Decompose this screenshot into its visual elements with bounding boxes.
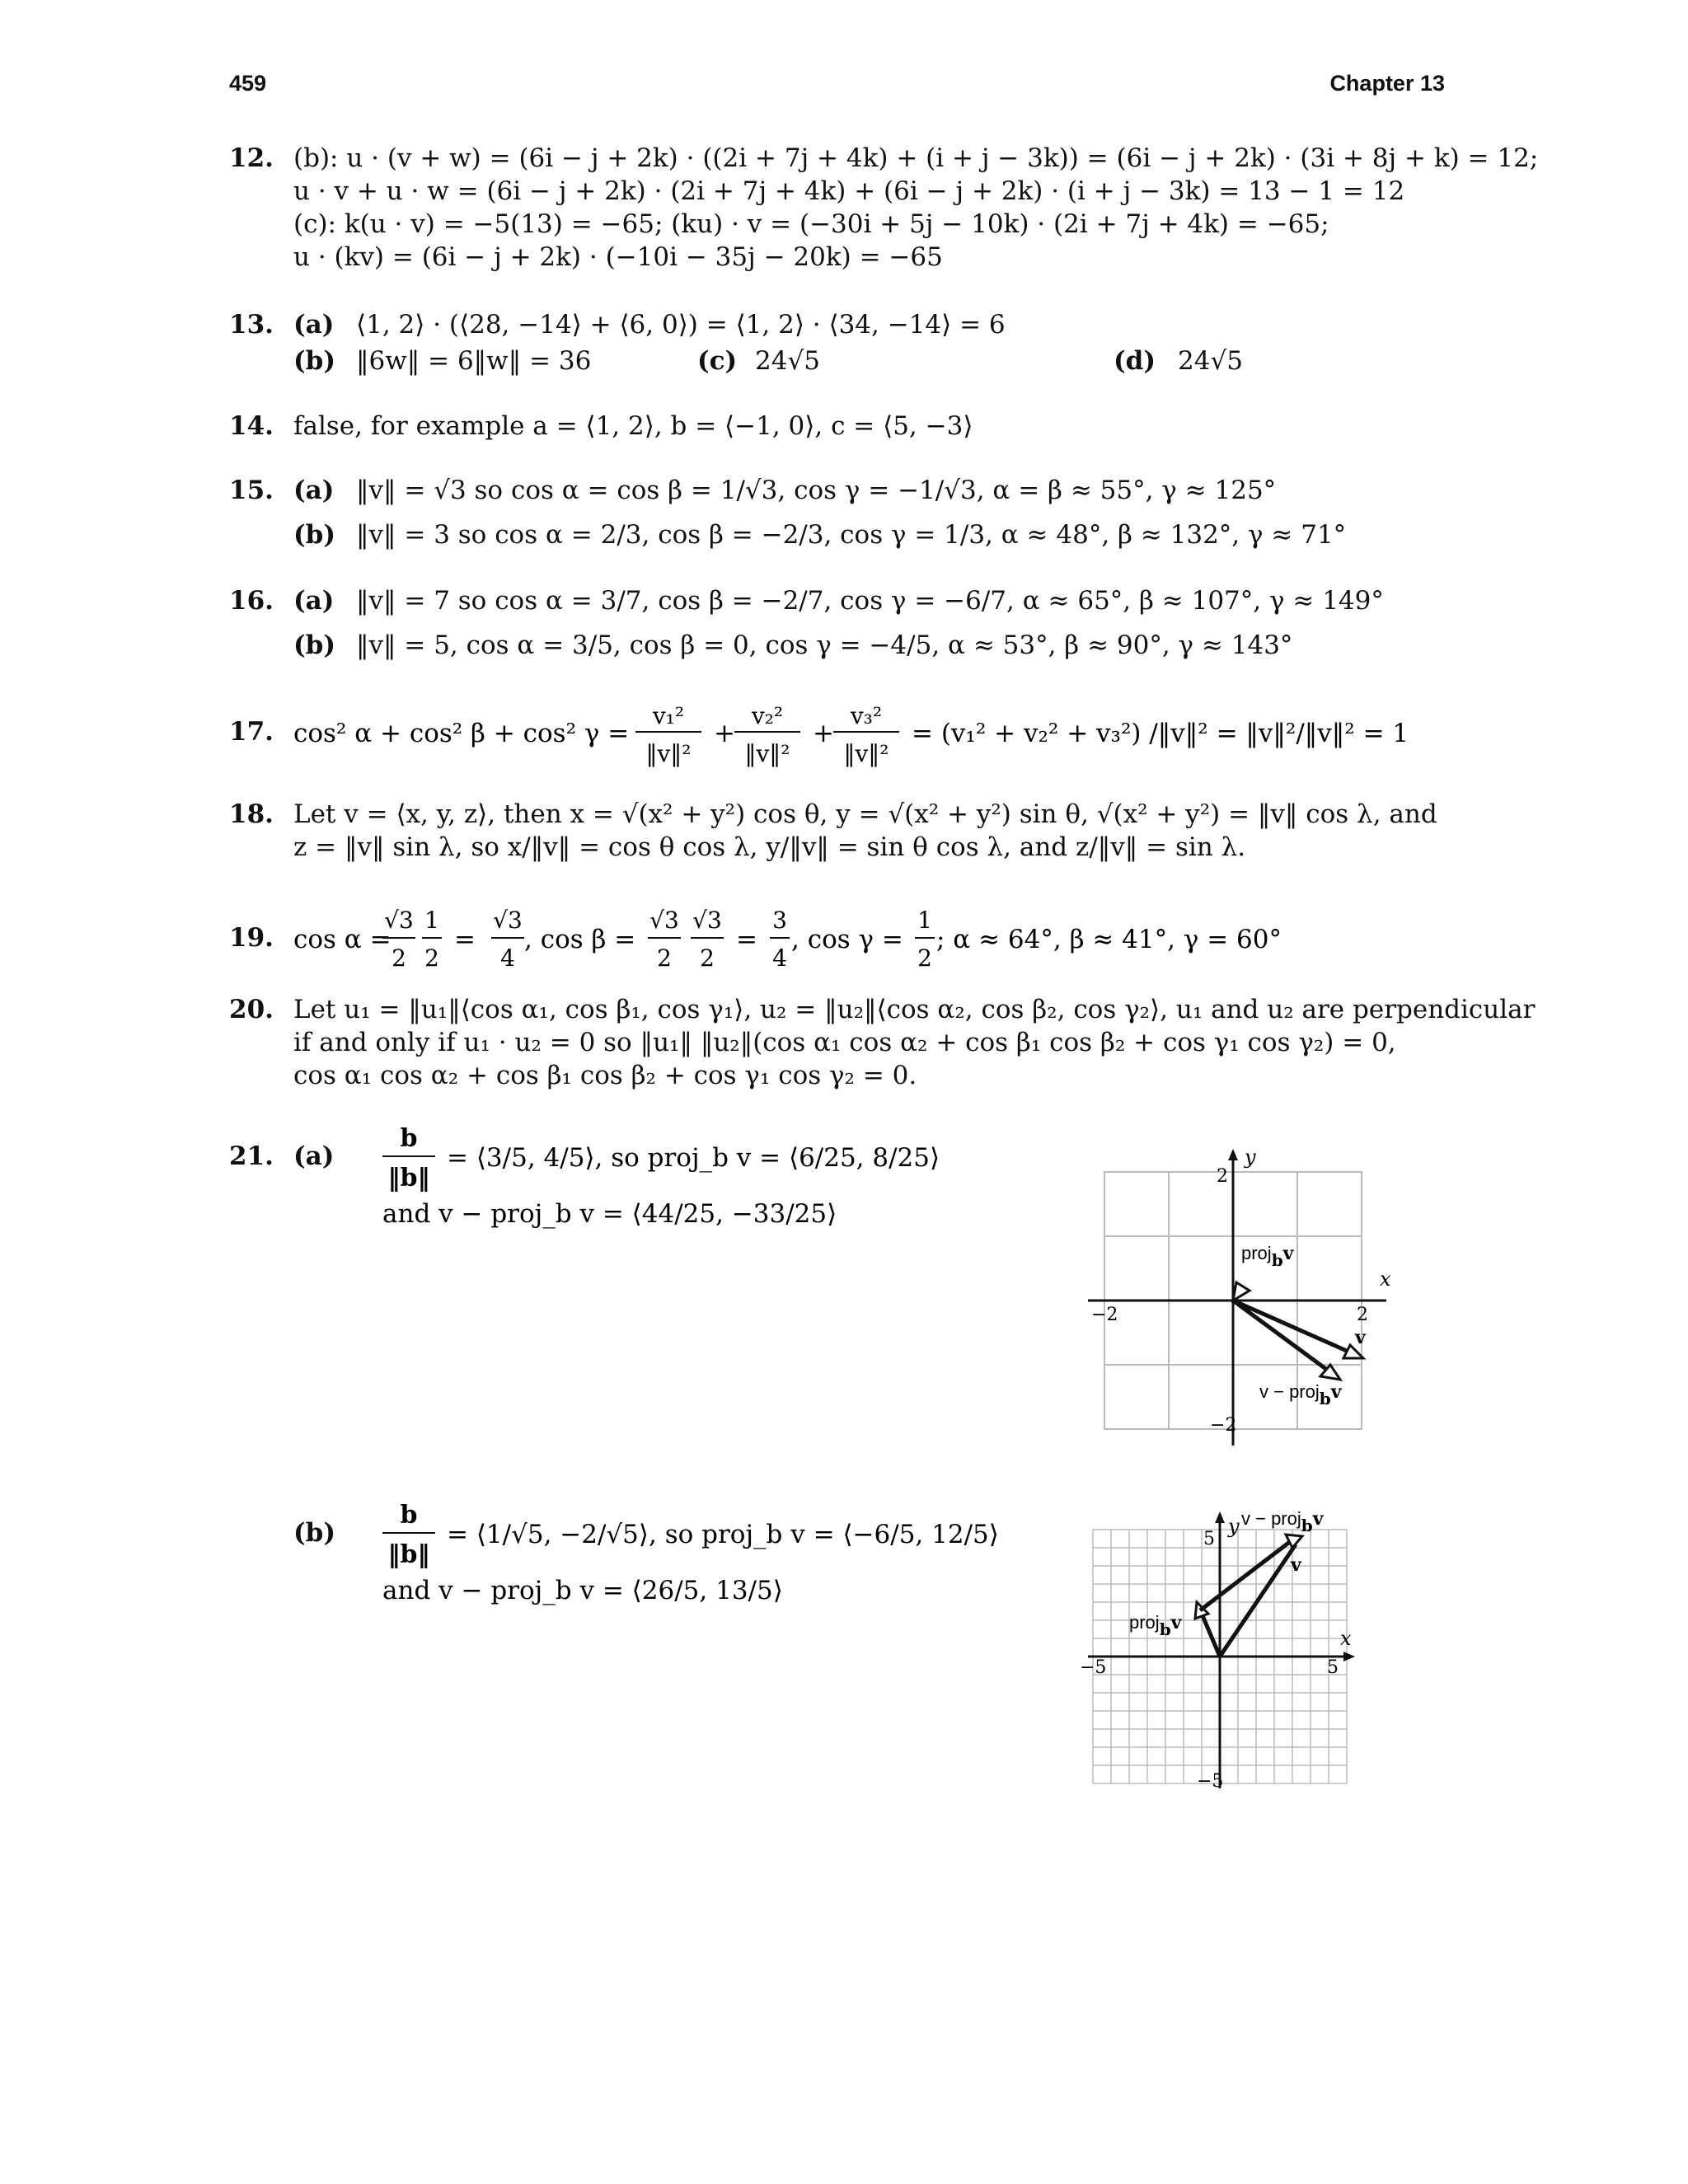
part-label: (a) — [293, 476, 335, 505]
part-label: (b) — [293, 630, 336, 660]
problem-number: 20. — [229, 995, 274, 1024]
y-axis-label: y — [1245, 1146, 1256, 1169]
formula-text: and v − proj_b v = ⟨44/25, −33/25⟩ — [382, 1199, 837, 1229]
tick-label: −2 — [1210, 1415, 1237, 1436]
formula-text: = — [736, 925, 757, 954]
formula-17 — [293, 692, 1530, 783]
part-label: (c) — [697, 346, 738, 376]
problem-12 — [229, 142, 1539, 274]
tick-label: 2 — [1357, 1305, 1368, 1325]
vector-proj — [1233, 1282, 1250, 1301]
vector-plot-a — [1080, 1146, 1426, 1459]
problem-line: if and only if u₁ · u₂ = 0 so ‖u₁‖ ‖u₂‖(cos α₁ cos α₂ + cos β₁ cos β₂ + cos γ₁ cos γ₂) = 0, — [293, 1028, 1396, 1057]
problem-number: 16. — [229, 586, 274, 616]
formula-text: = — [454, 925, 476, 954]
formula-text: ; α ≈ 64°, β ≈ 41°, γ = 60° — [936, 925, 1282, 954]
problem-line: u · v + u · w = (6i − j + 2k) · (2i + 7j + 4k) + (6i − j + 2k) · (i + j − 3k) = 13 − 1 = 12 — [293, 176, 1405, 206]
problem-15 — [229, 474, 1449, 551]
problem-14 — [229, 410, 1449, 443]
tick-label: −5 — [1197, 1771, 1224, 1788]
tick-label: 5 — [1203, 1529, 1215, 1549]
part-label: (a) — [293, 310, 335, 340]
problem-number: 12. — [229, 143, 274, 173]
formula-text: = ⟨3/5, 4/5⟩, so proj_b v = ⟨6/25, 8/25⟩ — [447, 1143, 940, 1173]
parts-bcd — [293, 344, 1449, 377]
part-text: ⟨1, 2⟩ · (⟨28, −14⟩ + ⟨6, 0⟩) = ⟨1, 2⟩ · ⟨34, −14⟩ = 6 — [356, 310, 1006, 340]
vector-plot-b — [1080, 1508, 1426, 1788]
formula-text: and v − proj_b v = ⟨26/5, 13/5⟩ — [382, 1576, 783, 1605]
frac-num: 3 — [772, 907, 787, 934]
problem-number: 19. — [229, 923, 274, 953]
problem-number: 17. — [229, 717, 274, 747]
tick-label: −2 — [1091, 1305, 1118, 1325]
problem-number: 15. — [229, 476, 274, 505]
label-v: v — [1291, 1554, 1301, 1576]
part-text: ‖v‖ = 7 so cos α = 3/7, cos β = −2/7, cos γ = −6/7, α ≈ 65°, β ≈ 107°, γ ≈ 149° — [356, 586, 1384, 616]
label-diff: v − projbv — [1241, 1508, 1324, 1535]
part-a — [293, 474, 1449, 507]
formula-19 — [293, 898, 1530, 989]
part-text: ‖v‖ = 5, cos α = 3/5, cos β = 0, cos γ = −4/5, α ≈ 53°, β ≈ 90°, γ ≈ 143° — [356, 630, 1293, 660]
problem-number: 18. — [229, 799, 274, 829]
frac-den: 4 — [772, 944, 787, 972]
formula-text: , cos γ = — [791, 925, 903, 954]
part-label: (d) — [1114, 346, 1156, 376]
formula-rhs: = (v₁² + v₂² + v₃²) /‖v‖² = ‖v‖²/‖v‖² = 1 — [912, 719, 1409, 748]
frac-den: 2 — [657, 944, 672, 972]
frac-den: 2 — [392, 944, 406, 972]
frac-den: ‖v‖² — [744, 740, 790, 767]
problem-13 — [229, 308, 1449, 377]
frac-num: √3 — [493, 907, 523, 934]
frac-num: 1 — [917, 907, 932, 934]
problem-line: Let u₁ = ‖u₁‖⟨cos α₁, cos β₁, cos γ₁⟩, u₂ = ‖u₂‖⟨cos α₂, cos β₂, cos γ₂⟩, u₁ and u₂ are perpendicular — [293, 995, 1536, 1024]
part-text: 24√5 — [1178, 346, 1243, 376]
formula-text: , cos β = — [524, 925, 636, 954]
vector-diff — [1200, 1541, 1291, 1610]
formula-text: = ⟨1/√5, −2/√5⟩, so proj_b v = ⟨−6/5, 12/5⟩ — [447, 1520, 999, 1549]
part-label: (a) — [293, 1141, 335, 1171]
label-proj: projbv — [1129, 1612, 1182, 1639]
tick-label: −5 — [1080, 1657, 1107, 1678]
problem-number: 14. — [229, 411, 274, 441]
problem-number: 13. — [229, 310, 274, 340]
problem-line: (b): u · (v + w) = (6i − j + 2k) · ((2i + 7j + 4k) + (i + j − 3k)) = (6i − j + 2k) · (3i + 8j + k) = 12; — [293, 143, 1539, 173]
problem-20 — [229, 993, 1536, 1092]
svg-text:+: + — [714, 719, 735, 748]
frac-den: ‖b‖ — [387, 1164, 430, 1193]
part-label: (b) — [293, 520, 336, 550]
frac-den: 2 — [424, 944, 439, 972]
formula-text: cos α = — [293, 925, 392, 954]
frac-num: √3 — [692, 907, 722, 934]
label-proj: projbv — [1241, 1243, 1294, 1270]
svg-text:+: + — [813, 719, 834, 748]
problem-line: u · (kv) = (6i − j + 2k) · (−10i − 35j − 20k) = −65 — [293, 242, 943, 272]
formula-lhs: cos² α + cos² β + cos² γ = — [293, 719, 630, 748]
frac-num: b — [400, 1124, 418, 1153]
problem-18 — [229, 798, 1449, 864]
part-text: ‖v‖ = 3 so cos α = 2/3, cos β = −2/3, cos γ = 1/3, α ≈ 48°, β ≈ 132°, γ ≈ 71° — [356, 520, 1347, 550]
problem-16 — [229, 584, 1449, 662]
part-text: ‖v‖ = √3 so cos α = cos β = 1/√3, cos γ = −1/√3, α = β ≈ 55°, γ ≈ 125° — [356, 476, 1277, 505]
frac-num: v₂² — [751, 702, 784, 729]
tick-label: 2 — [1217, 1166, 1228, 1187]
label-diff: v − projbv — [1259, 1381, 1342, 1408]
frac-den: ‖b‖ — [387, 1540, 430, 1569]
frac-den: ‖v‖² — [645, 740, 692, 767]
frac-num: v₃² — [850, 702, 883, 729]
part-label: (a) — [293, 586, 335, 616]
frac-num: v₁² — [652, 702, 685, 729]
frac-den: 2 — [700, 944, 715, 972]
tick-label: 5 — [1327, 1657, 1339, 1678]
frac-num: √3 — [649, 907, 679, 934]
problem-text: false, for example a = ⟨1, 2⟩, b = ⟨−1, 0⟩, c = ⟨5, −3⟩ — [293, 411, 973, 441]
problem-line: Let v = ⟨x, y, z⟩, then x = √(x² + y²) cos θ, y = √(x² + y²) sin θ, √(x² + y²) = ‖v‖ cos λ, and — [293, 799, 1437, 829]
part-a — [293, 308, 1449, 341]
problem-number: 21. — [229, 1141, 274, 1171]
frac-den: 4 — [500, 944, 515, 972]
formula-21a — [358, 1117, 1017, 1249]
part-label: (b) — [293, 1518, 336, 1548]
frac-num: 1 — [424, 907, 439, 934]
frac-den: ‖v‖² — [843, 740, 889, 767]
vector-v — [1220, 1544, 1296, 1657]
part-a — [293, 584, 1449, 617]
frac-num: √3 — [384, 907, 414, 934]
label-v: v — [1355, 1327, 1366, 1348]
x-axis-label: x — [1380, 1268, 1391, 1291]
figure-21b — [1080, 1508, 1426, 1792]
part-label: (b) — [293, 346, 336, 376]
problem-line: cos α₁ cos α₂ + cos β₁ cos β₂ + cos γ₁ cos γ₂ = 0. — [293, 1061, 917, 1090]
part-text: 24√5 — [755, 346, 820, 376]
formula-21b — [358, 1493, 1017, 1625]
problem-line: z = ‖v‖ sin λ, so x/‖v‖ = cos θ cos λ, y/‖v‖ = sin θ cos λ, and z/‖v‖ = sin λ. — [293, 832, 1246, 862]
problem-line: (c): k(u · v) = −5(13) = −65; (ku) · v = (−30i + 5j − 10k) · (2i + 7j + 4k) = −65; — [293, 209, 1329, 239]
part-b — [293, 629, 1449, 662]
part-text: ‖6w‖ = 6‖w‖ = 36 — [356, 346, 592, 376]
part-b — [293, 518, 1449, 551]
page-number: 459 — [229, 71, 267, 96]
frac-num: b — [400, 1501, 418, 1530]
x-axis-label: x — [1340, 1627, 1352, 1650]
y-axis-label: y — [1228, 1515, 1240, 1538]
chapter-title: Chapter 13 — [1329, 71, 1445, 96]
figure-21a — [1080, 1146, 1426, 1462]
frac-den: 2 — [917, 944, 932, 972]
